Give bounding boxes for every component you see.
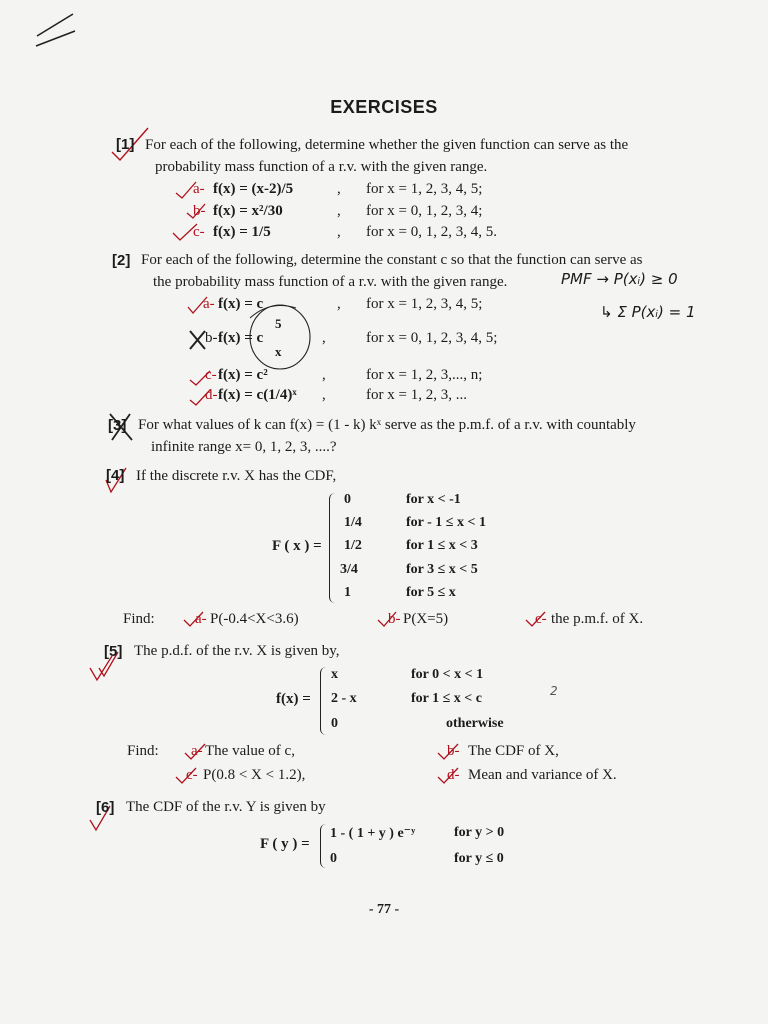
q4-a-label: a- (195, 611, 207, 627)
q5-brace (320, 667, 329, 735)
q5-find-label: Find: (127, 743, 159, 759)
q2-a-label: a- (203, 296, 215, 312)
q1-line2: probability mass function of a r.v. with the given range. (155, 159, 488, 175)
q2-d-range: for x = 1, 2, 3, ... (366, 387, 467, 403)
q1-a-range: for x = 1, 2, 3, 4, 5; (366, 181, 483, 197)
q5-row-0-val: x (331, 667, 338, 682)
q2-c-label: c- (205, 367, 217, 383)
q4-c-text: the p.m.f. of X. (551, 611, 644, 627)
q2-a-range: for x = 1, 2, 3, 4, 5; (366, 296, 483, 312)
q1-c-label: c- (193, 224, 205, 240)
q1-a-comma: , (337, 181, 341, 197)
q2-b-range: for x = 0, 1, 2, 3, 4, 5; (366, 330, 498, 346)
q4-row-2-val: 1/2 (344, 538, 362, 553)
q5-row-2-val: 0 (331, 716, 338, 731)
q5-intro: The p.d.f. of the r.v. X is given by, (134, 643, 340, 659)
q2-d-func: f(x) = c(1/4)ˣ (218, 387, 297, 403)
q6-number: [6] (96, 799, 115, 816)
q2-a-func: f(x) = c (218, 296, 264, 312)
q1-line1: For each of the following, determine whether the given function can serve as the (145, 137, 629, 153)
q2-handwritten-note-1: PMF → P(xᵢ) ≥ 0 (561, 270, 678, 288)
q2-b-binom-bottom: x (275, 344, 282, 359)
q4-number: [4] (106, 467, 125, 484)
q2-d-label: d- (205, 387, 218, 403)
q5-lhs: f(x) = (276, 691, 311, 707)
q4-row-1-val: 1/4 (344, 515, 362, 530)
q4-row-4-val: 1 (344, 585, 351, 600)
q4-row-2-cond: for 1 ≤ x < 3 (406, 538, 478, 553)
q2-c-range: for x = 1, 2, 3,..., n; (366, 367, 483, 383)
q3-number: [3] (108, 417, 127, 434)
q5-d-label: d- (447, 767, 460, 783)
q5-a-label: a- (191, 743, 203, 759)
q2-b-label: b- (205, 330, 218, 346)
q5-c-label: c- (186, 767, 198, 783)
q2-b-binom-top: 5 (275, 316, 282, 331)
q4-row-0-cond: for x < -1 (406, 492, 461, 507)
q5-a-text: The value of c, (205, 743, 295, 759)
q2-c-func: f(x) = c² (218, 367, 268, 383)
q1-b-comma: , (337, 203, 341, 219)
q5-row-2-cond: otherwise (446, 716, 504, 731)
q2-handwritten-note-2: ↳ Σ P(xᵢ) = 1 (600, 303, 696, 321)
q2-b-comma: , (322, 330, 326, 346)
q2-d-comma: , (322, 387, 326, 403)
q2-b-func: f(x) = c (218, 330, 264, 346)
q1-b-func: f(x) = x²/30 (213, 203, 283, 219)
q1-number: [1] (116, 136, 135, 153)
q4-c-label: c- (535, 611, 547, 627)
q2-a-comma: , (337, 296, 341, 312)
q6-brace (320, 824, 329, 868)
q5-row-1-val: 2 - x (331, 691, 357, 706)
q5-row-1-cond: for 1 ≤ x < c (411, 691, 482, 706)
q5-d-text: Mean and variance of X. (468, 767, 617, 783)
q3-line1: For what values of k can f(x) = (1 - k) kˣ serve as the p.m.f. of a r.v. with countably (138, 417, 636, 433)
q6-row-1-cond: for y ≤ 0 (454, 851, 504, 866)
q5-handwritten-note: 2 (550, 684, 558, 698)
q4-brace (329, 493, 338, 603)
q4-b-text: P(X=5) (403, 611, 449, 627)
q1-b-range: for x = 0, 1, 2, 3, 4; (366, 203, 483, 219)
q6-row-1-val: 0 (330, 851, 337, 866)
q4-row-1-cond: for - 1 ≤ x < 1 (406, 515, 486, 530)
q2-number: [2] (112, 252, 131, 269)
page-title: EXERCISES (330, 97, 438, 117)
q4-intro: If the discrete r.v. X has the CDF, (136, 468, 337, 484)
q5-c-text: P(0.8 < X < 1.2), (203, 767, 306, 783)
q5-row-0-cond: for 0 < x < 1 (411, 667, 484, 682)
q3-line2: infinite range x= 0, 1, 2, 3, ....? (151, 439, 337, 455)
q5-number: [5] (104, 643, 123, 660)
q1-c-func: f(x) = 1/5 (213, 224, 271, 240)
q5-b-label: b- (447, 743, 460, 759)
q1-a-label: a- (193, 181, 205, 197)
q1-c-range: for x = 0, 1, 2, 3, 4, 5. (366, 224, 497, 240)
q4-b-label: b- (388, 611, 401, 627)
q6-row-0-val: 1 - ( 1 + y ) e⁻ʸ (330, 826, 416, 841)
q1-a-func: f(x) = (x-2)/5 (213, 181, 294, 197)
q1-c-comma: , (337, 224, 341, 240)
q4-find-label: Find: (123, 611, 155, 627)
page-number: - 77 - (368, 902, 400, 917)
q5-b-text: The CDF of X, (468, 743, 559, 759)
q2-line2: the probability mass function of a r.v. with the given range. (153, 274, 508, 290)
q4-row-3-val: 3/4 (340, 562, 358, 577)
q4-row-0-val: 0 (344, 492, 351, 507)
q4-row-3-cond: for 3 ≤ x < 5 (406, 562, 478, 577)
q4-row-4-cond: for 5 ≤ x (406, 585, 456, 600)
q4-lhs: F ( x ) = (272, 538, 322, 554)
q4-a-text: P(-0.4<X<3.6) (210, 611, 299, 627)
q1-b-label: b- (193, 203, 206, 219)
q6-intro: The CDF of the r.v. Y is given by (126, 799, 326, 815)
q6-row-0-cond: for y > 0 (454, 825, 505, 840)
q2-c-comma: , (322, 367, 326, 383)
q6-lhs: F ( y ) = (260, 836, 310, 852)
q2-line1: For each of the following, determine the constant c so that the function can serve as (141, 252, 643, 268)
